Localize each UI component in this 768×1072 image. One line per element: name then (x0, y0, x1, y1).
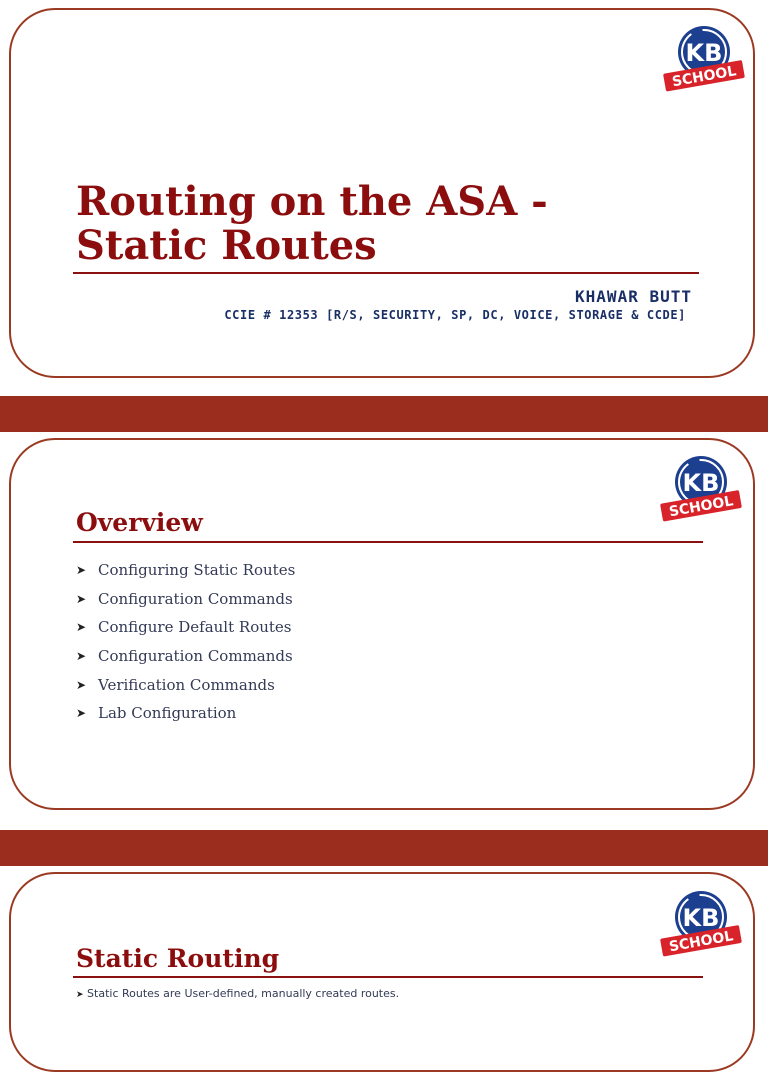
logo-kb-text: KB (682, 904, 720, 932)
author-credentials: CCIE # 12353 [R/S, SECURITY, SP, DC, VOICE, STORAGE & CCDE] (224, 308, 686, 322)
overview-underline (73, 541, 703, 543)
kb-school-logo (655, 885, 745, 959)
arrow-bullet-icon: ➤ (76, 706, 87, 721)
overview-heading: Overview (76, 508, 203, 537)
arrow-bullet-icon: ➤ (76, 591, 87, 606)
list-item: ➤ Configuring Static Routes (76, 561, 296, 580)
kb-school-logo (655, 450, 745, 524)
list-item: ➤ Configuration Commands (76, 589, 293, 608)
arrow-bullet-icon: ➤ (76, 649, 87, 664)
title-line-1: Routing on the ASA - (76, 178, 548, 225)
list-item: ➤ Configuration Commands (76, 647, 293, 666)
logo-kb-text: KB (682, 469, 720, 497)
separator-band-1 (0, 396, 768, 432)
static-routing-heading: Static Routing (76, 944, 280, 973)
arrow-bullet-icon: ➤ (76, 677, 87, 692)
list-item: ➤ Static Routes are User-defined, manually created routes. (76, 987, 400, 1000)
title-line-2: Static Routes (76, 222, 377, 269)
author-name: KHAWAR BUTT (575, 287, 692, 306)
arrow-bullet-icon: ➤ (76, 990, 84, 1000)
list-item: ➤ Verification Commands (76, 675, 275, 694)
logo-school-text: SCHOOL (667, 928, 735, 956)
arrow-bullet-icon: ➤ (76, 620, 87, 635)
list-item: ➤ Lab Configuration (76, 704, 237, 723)
arrow-bullet-icon: ➤ (76, 563, 87, 578)
logo-school-text: SCHOOL (667, 493, 735, 521)
overview-bullet-list (76, 556, 295, 728)
title-underline (73, 272, 699, 274)
kb-school-logo (658, 20, 748, 94)
static-routing-underline (73, 976, 703, 978)
logo-school-text: SCHOOL (670, 63, 738, 91)
list-item: ➤ Configure Default Routes (76, 618, 292, 637)
separator-band-2 (0, 830, 768, 866)
slide-title-heading (76, 180, 548, 268)
logo-kb-text: KB (685, 39, 723, 67)
